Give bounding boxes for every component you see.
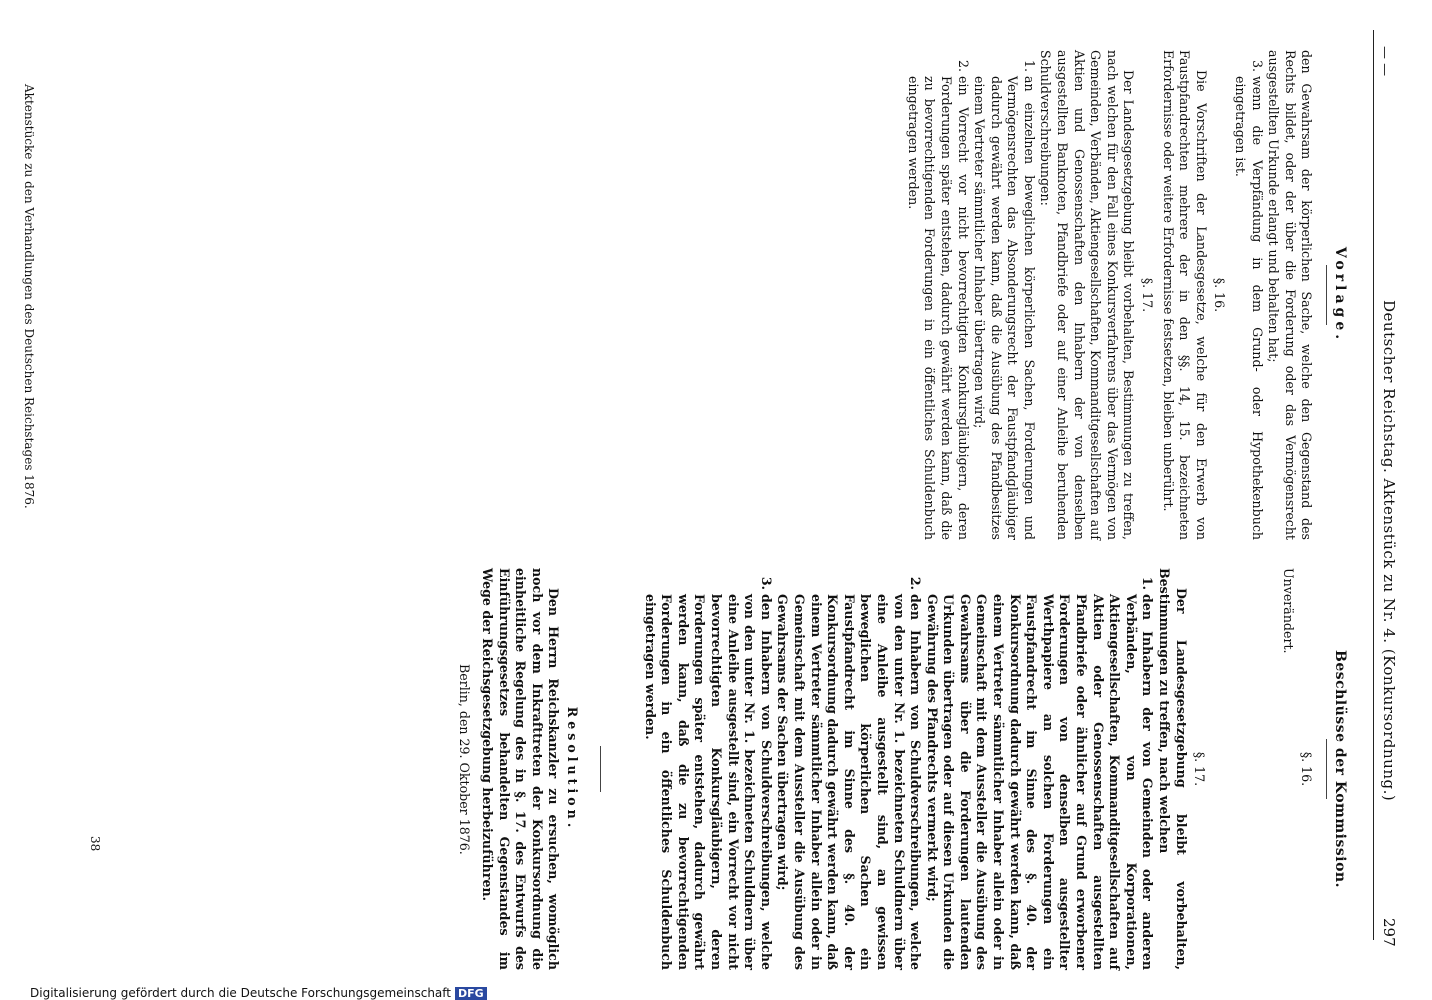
- right-column-kommission: [456, 568, 1348, 970]
- continuation-text: den Gewahrsam der körperlichen Sache, welche den Gegenstand des Rechts bildet, oder der über die Forderung oder das Vermögensrecht ausgestellten Urkunde erlangt und behalten hat;: [1266, 50, 1315, 540]
- resolution-heading: Resolution.: [565, 706, 581, 832]
- item-number: 2.: [908, 576, 924, 590]
- left-column-vorlage: [904, 50, 1348, 540]
- section-17-title: §. 17.: [1192, 751, 1208, 787]
- section-16-title: §. 16.: [1212, 277, 1228, 313]
- item-number: 1.: [1140, 576, 1156, 590]
- signature-mark: 38: [88, 836, 102, 852]
- list-item: [1231, 50, 1264, 540]
- list-item: [923, 568, 1155, 970]
- section-16-text: Unverändert.: [1280, 568, 1296, 654]
- item-number: 2.: [955, 59, 971, 72]
- section-16-title: §. 16.: [1299, 751, 1315, 787]
- list-item: [904, 50, 970, 540]
- list-item: [774, 568, 923, 970]
- item-text: den Inhabern von Schuldverschreibungen, welche von den unter Nr. 1. bezeichneten Schuldnern über eine Anleihe ausgestellt sind, ein Vorrecht vor nicht bevorrechtigten Konkursgläubigern, deren Forderungen später entstehen, dadurch gewährt werden kann, daß die zu bevorrechtigenden Forderungen in ein öffentliches Schuldenbuch eingetragen werden.: [642, 594, 774, 970]
- section-17-intro: Der Landesgesetzgebung bleibt vorbehalten, Bestimmungen zu treffen, nach welchen: [1157, 568, 1189, 970]
- digitization-credit: [30, 986, 487, 1000]
- item-number: 3.: [1249, 59, 1265, 72]
- divider-rule: [600, 746, 601, 792]
- dfg-logo-icon: DFG: [455, 987, 487, 1000]
- section-17-intro: Der Landesgesetzgebung bleibt vorbehalten, Bestimmungen zu treffen, nach welchen für den Fall eines Konkursverfahrens über das Vermögen von Gemeinden, Verbänden, Aktiengesellschaften, Kommanditgesellschaften auf Aktien und Genossenschaften den Inhabern der von denselben ausgestellten Banknoten, Pfandbriefe oder auf einer Anleihe beruhenden Schuldverschreibungen:: [1038, 50, 1137, 540]
- credit-text: Digitalisierung gefördert durch die Deutsche Forschungsgemeinschaft: [30, 986, 452, 1000]
- right-column-heading: Beschlüsse der Kommission.: [1332, 650, 1348, 888]
- resolution-text: Den Herrn Reichskanzler zu ersuchen, womöglich noch vor dem Inkrafttreten der Konkursordnung die einheitliche Regelung des in §. 17. des Entwurfs des Einführungsgesetzes behandelten Gegenstandes im Wege der Reichsgesetzgebung herbeizuführen.: [480, 568, 562, 970]
- list-item: [971, 50, 1037, 540]
- dateline: Berlin, den 29. Oktober 1876.: [457, 664, 473, 855]
- page-number: 297: [1380, 918, 1398, 947]
- item-text: ein Vorrecht vor nicht bevorrechtigten Konkursgläubigern, deren Forderungen später entstehen, dadurch gewährt werden kann, daß die zu bevorrechtigenden Forderungen in ein öffentliches Schuldenbuch eingetragen werden.: [905, 76, 971, 540]
- header-rule: [1373, 30, 1374, 940]
- heading-rule: [1326, 739, 1327, 799]
- item-number: 3.: [758, 576, 774, 590]
- left-column-heading: Vorlage.: [1332, 246, 1348, 344]
- list-item: [641, 568, 774, 970]
- section-16-text: Die Vorschriften der Landesgesetze, welche für den Erwerb von Faustpfandrechten mehrere der in den §§. 14, 15. bezeichneten Erfordernisse oder weitere Erfordernisse festsetzen, bleiben unberührt.: [1160, 50, 1209, 540]
- heading-rule: [1326, 265, 1327, 325]
- page-header-title: Deutscher Reichstag. Aktenstück zu Nr. 4. (Konkursordnung.): [1380, 300, 1398, 802]
- item-text: wenn die Verpfändung in dem Grund- oder Hypothekenbuch eingetragen ist.: [1233, 76, 1265, 540]
- item-text: den Inhabern der von Gemeinden oder anderen Verbänden, von Korporationen, Aktiengesellschaften, Kommanditgesellschaften auf Aktien oder Genossenschaften ausgestellten Pfandbriefe oder ähnlicher auf Grund erworbener Forderungen von denselben ausgestellter Werthpapiere an solchen Forderungen ein Faustpfandrecht im Sinne des §. 40. der Konkursordnung dadurch gewährt werden kann, daß einem Vertreter sämmtlicher Inhaber allein oder in Gemeinschaft mit dem Aussteller die Ausübung des Gewahrsams über die Forderungen lautenden Urkunden übertragen oder auf diesen Urkunden die Gewährung des Pfandrechts vermerkt wird;: [924, 594, 1156, 970]
- item-number: 1.: [1021, 59, 1037, 72]
- item-text: den Inhabern von Schuldverschreibungen, welche von den unter Nr. 1. bezeichneten Schuldnern über eine Anleihe ausgestellt sind, an gewissen beweglichen körperlichen Sachen ein Faustpfandrecht im Sinne des §. 40. der Konkursordnung dadurch gewährt werden kann, daß einem Vertreter sämmtlicher Inhaber allein oder in Gemeinschaft mit dem Aussteller die Ausübung des Gewahrsams der Sachen übertragen wird;: [775, 594, 924, 970]
- header-left-marks: — —: [1377, 46, 1392, 77]
- footer-text: Aktenstücke zu den Verhandlungen des Deutschen Reichstages 1876.: [22, 84, 36, 509]
- section-17-title: §. 17.: [1140, 277, 1156, 313]
- item-text: an einzelnen beweglichen körperlichen Sachen, Forderungen und Vermögensrechten das Absonderungsrecht der Faustpfandgläubiger dadurch gewährt werden kann, daß die Ausübung des Pfandbesitzes einem Vertreter sämmtlicher Inhaber übertragen wird;: [972, 76, 1037, 540]
